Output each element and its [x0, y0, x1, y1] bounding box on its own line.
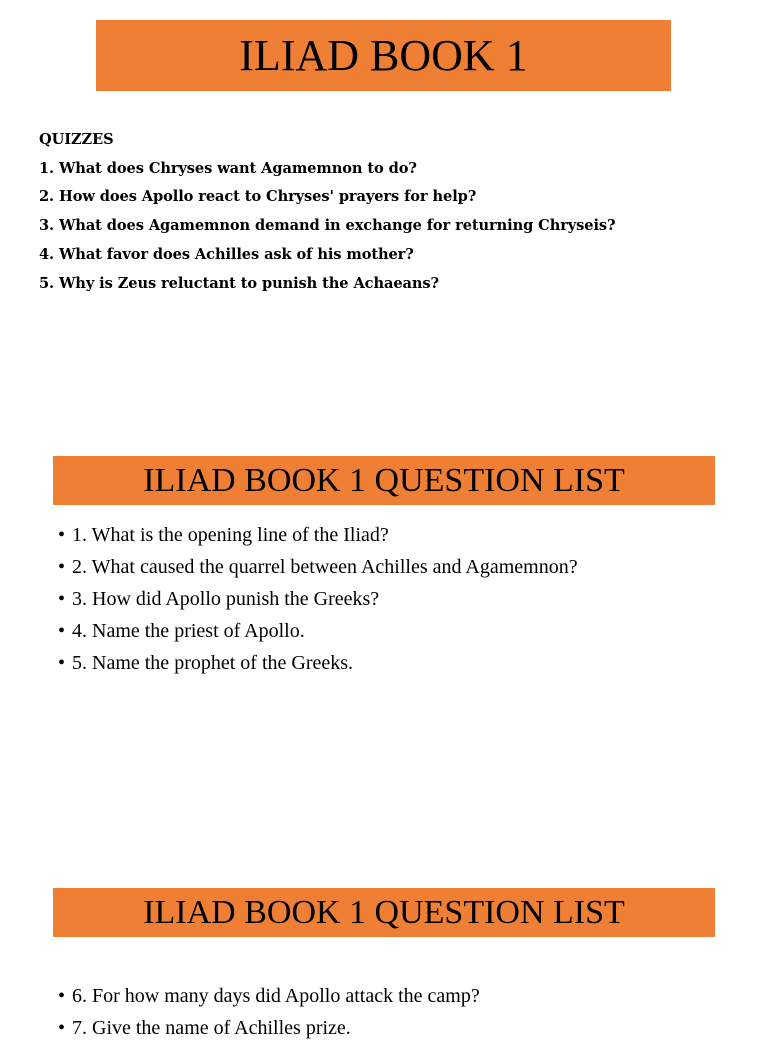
bullet-icon: •: [58, 620, 66, 642]
bullet-icon: •: [58, 556, 66, 578]
list-item: [58, 980, 480, 1012]
quizzes-heading: QUIZZES: [39, 131, 114, 148]
bullet-icon: •: [58, 524, 66, 546]
list-item-text: 5. Name the prophet of the Greeks.: [72, 652, 354, 674]
bullet-icon: •: [58, 985, 66, 1007]
question-list: [58, 519, 578, 679]
list-item-text: 1. What is the opening line of the Iliad?: [72, 524, 389, 546]
list-item: [58, 551, 578, 583]
list-item: [58, 615, 578, 647]
list-item: [58, 583, 578, 615]
list-item-text: 7. Give the name of Achilles prize.: [72, 1017, 351, 1039]
question-list-heading: ILIAD BOOK 1 QUESTION LIST: [143, 461, 625, 499]
bullet-icon: •: [58, 1017, 66, 1039]
quiz-item: 2. How does Apollo react to Chryses' prayers for help?: [39, 188, 477, 206]
title-banner: [96, 20, 671, 91]
quiz-item: 3. What does Agamemnon demand in exchange for returning Chryseis?: [39, 217, 616, 235]
question-list: [58, 980, 480, 1044]
list-item: [58, 647, 578, 679]
list-item-text: 2. What caused the quarrel between Achilles and Agamemnon?: [72, 556, 578, 578]
bullet-icon: •: [58, 652, 66, 674]
quiz-item: 5. Why is Zeus reluctant to punish the Achaeans?: [39, 274, 439, 292]
quiz-item: 4. What favor does Achilles ask of his mother?: [39, 245, 414, 263]
bullet-icon: •: [58, 588, 66, 610]
quizzes-section: [39, 126, 616, 298]
list-item: [58, 1012, 480, 1044]
page-title: ILIAD BOOK 1: [239, 31, 528, 80]
question-list-banner: [53, 888, 715, 937]
list-item-text: 6. For how many days did Apollo attack the camp?: [72, 985, 480, 1007]
list-item: [58, 519, 578, 551]
list-item-text: 4. Name the priest of Apollo.: [72, 620, 305, 642]
quiz-item: 1. What does Chryses want Agamemnon to do?: [39, 159, 417, 177]
question-list-banner: [53, 456, 715, 505]
question-list-heading: ILIAD BOOK 1 QUESTION LIST: [143, 893, 625, 931]
list-item-text: 3. How did Apollo punish the Greeks?: [72, 588, 380, 610]
